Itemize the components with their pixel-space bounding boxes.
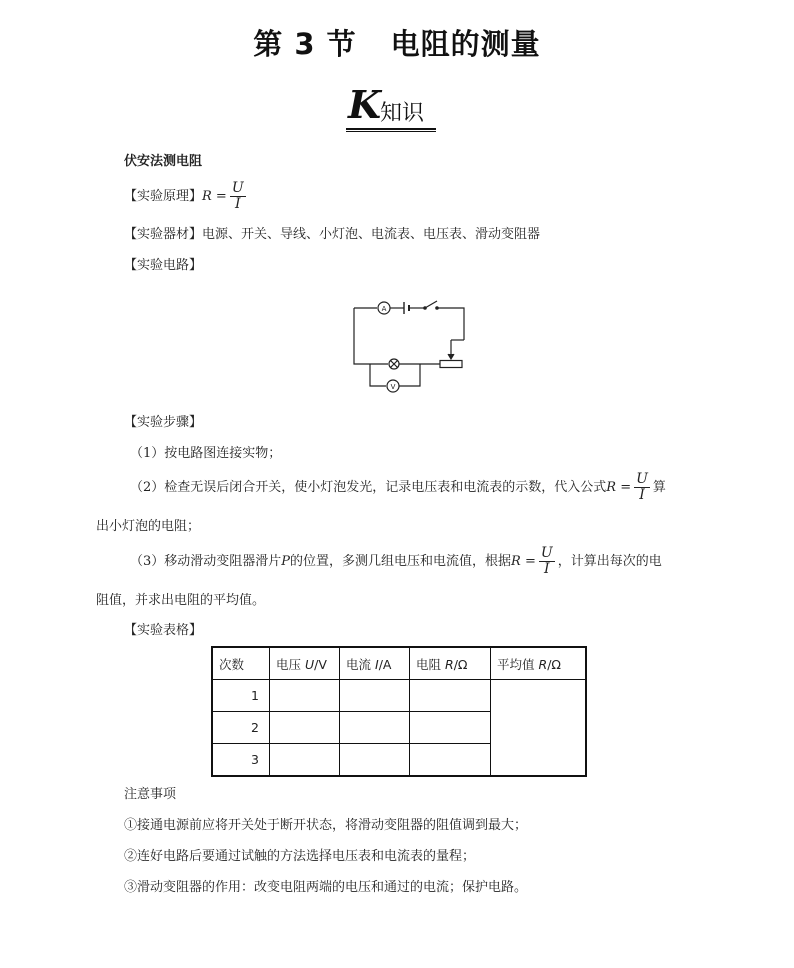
equipment-text: 电源、开关、导线、小灯泡、电流表、电压表、滑动变阻器 [202, 227, 541, 242]
banner-underline-thin [346, 131, 436, 132]
header-resistance-var: R [445, 656, 454, 672]
trial-number: 3 [212, 744, 270, 777]
wire-left [354, 308, 388, 364]
voltmeter-label: V [390, 383, 396, 391]
principle-line [124, 180, 249, 214]
switch-blade [425, 301, 437, 308]
ammeter-label: A [381, 305, 387, 313]
header-current-unit: /A [378, 656, 392, 672]
banner-letter: K [348, 82, 382, 127]
banner-underline [346, 128, 436, 130]
table-header-row [212, 647, 586, 680]
cell-current [340, 712, 410, 744]
step-1: （1）按电路图连接实物； [130, 446, 282, 461]
header-average-var: R [538, 656, 548, 672]
table-row [212, 680, 586, 712]
header-voltage-var: U [305, 656, 315, 672]
principle-label: 【实验原理】 [124, 189, 203, 204]
notes-heading: 注意事项 [124, 787, 177, 802]
header-average-text: 平均值 [497, 656, 535, 672]
cell-voltage [270, 680, 340, 712]
step-3-continuation: 阻值，并求出电阻的平均值。 [96, 593, 266, 608]
table-label: 【实验表格】 [124, 623, 203, 638]
fraction-numerator: U [540, 545, 553, 561]
steps-label: 【实验步骤】 [124, 415, 203, 430]
slider-symbol: P [281, 554, 291, 569]
rheostat-arrow [448, 354, 454, 359]
note-1: ①接通电源前应将开关处于断开状态，将滑动变阻器的阻值调到最大； [124, 818, 528, 833]
step-2-text: （2）检查无误后闭合开关，使小灯泡发光，记录电压表和电流表的示数，代入公式 [130, 480, 607, 495]
cell-average [491, 680, 587, 777]
header-resistance [410, 647, 491, 680]
header-average-unit: /Ω [547, 656, 561, 672]
wire-voltmeter-right [399, 364, 420, 386]
wire-top-right [437, 308, 464, 340]
header-resistance-unit: /Ω [453, 656, 468, 672]
principle-lhs: R = [202, 189, 227, 204]
header-current [340, 647, 410, 680]
equipment-line [124, 226, 540, 244]
header-trial: 次数 [212, 647, 270, 680]
step-2-fraction [634, 472, 650, 503]
fraction-numerator: U [636, 471, 648, 487]
header-resistance-text: 电阻 [416, 656, 442, 672]
step-2-formula-lhs: R = [606, 480, 632, 495]
page-title [0, 22, 794, 63]
header-voltage [270, 647, 340, 680]
section-title: 电阻的测量 [390, 27, 541, 61]
cell-resistance [410, 744, 491, 777]
fraction-denominator: I [234, 196, 241, 212]
experiment-table [211, 646, 587, 777]
header-current-var: I [375, 656, 379, 672]
note-2: ②连好电路后要通过试触的方法选择电压表和电流表的量程； [124, 849, 476, 864]
section-number: 第 3 节 [253, 27, 357, 61]
wire-voltmeter-left [370, 364, 386, 386]
step-3-formula-lhs: R = [511, 554, 536, 569]
header-average [491, 647, 587, 680]
fraction-denominator: I [639, 487, 645, 503]
step-2 [130, 471, 666, 505]
cell-voltage [270, 744, 340, 777]
cell-resistance [410, 712, 491, 744]
cell-resistance [410, 680, 491, 712]
equipment-label: 【实验器材】 [124, 227, 203, 242]
step-3-text-mid: 的位置，多测几组电压和电流值，根据 [290, 554, 512, 569]
trial-number: 1 [212, 680, 270, 712]
note-3: ③滑动变阻器的作用：改变电阻两端的电压和通过的电流；保护电路。 [124, 880, 528, 895]
cell-current [340, 744, 410, 777]
knowledge-banner [346, 82, 438, 132]
cell-current [340, 680, 410, 712]
trial-number: 2 [212, 712, 270, 744]
step-3-text-end: ，计算出每次的电 [557, 554, 662, 569]
step-3-text: （3）移动滑动变阻器滑片 [130, 554, 282, 569]
step-3 [130, 545, 662, 579]
section-heading: 伏安法测电阻 [124, 154, 203, 169]
header-voltage-text: 电压 [276, 656, 302, 672]
step-2-continuation: 出小灯泡的电阻； [96, 519, 201, 534]
circuit-diagram [340, 290, 480, 400]
banner-word: 知识 [380, 101, 425, 126]
fraction-denominator: I [544, 561, 550, 577]
header-current-text: 电流 [346, 656, 372, 672]
principle-fraction [230, 181, 246, 212]
header-voltage-unit: /V [314, 656, 327, 672]
fraction-numerator: U [231, 180, 244, 196]
rheostat-body [440, 361, 462, 368]
step-2-text-end: 算 [652, 480, 666, 495]
circuit-label: 【实验电路】 [124, 258, 203, 273]
cell-voltage [270, 712, 340, 744]
step-3-fraction [539, 546, 555, 577]
